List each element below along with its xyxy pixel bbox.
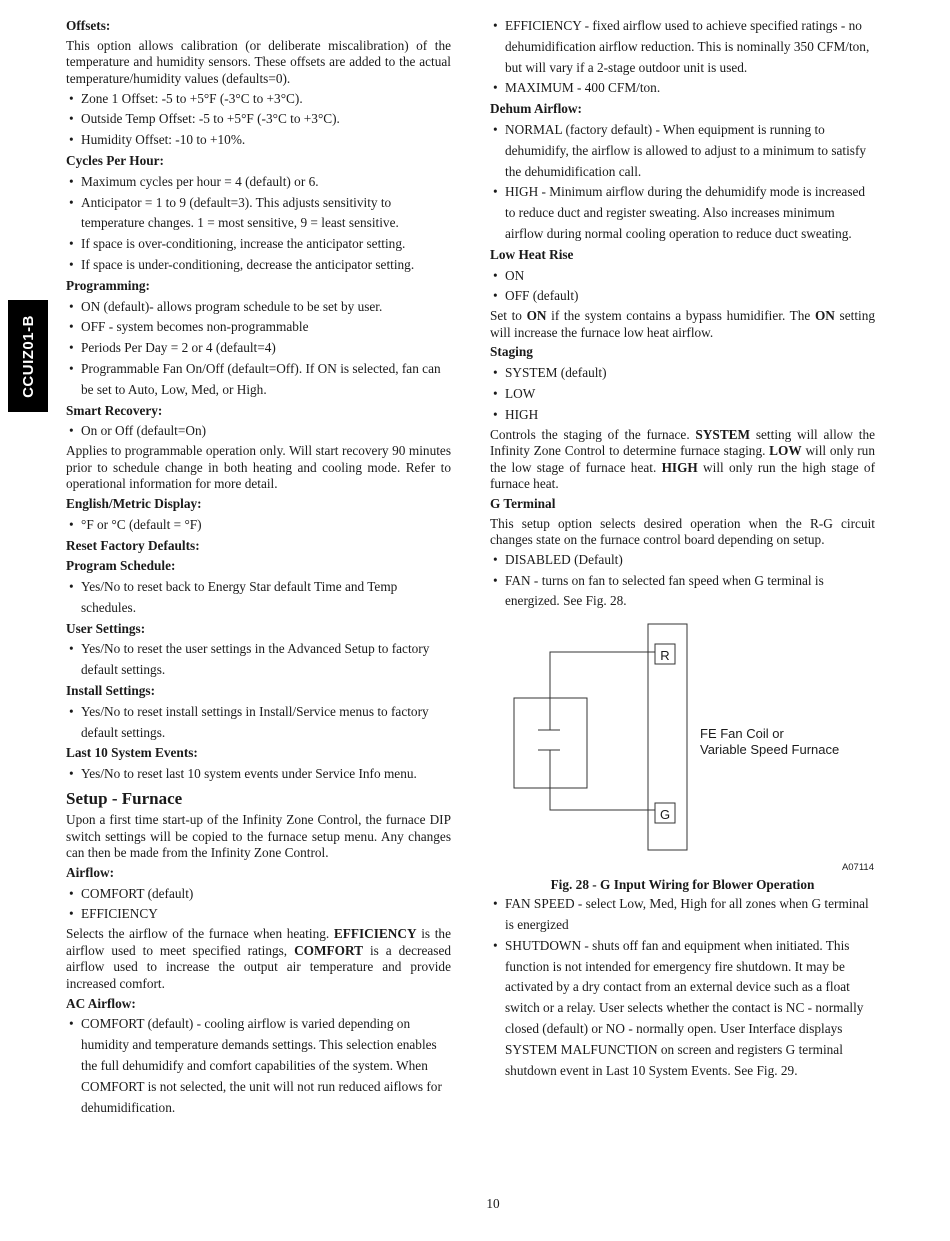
list-item: • Maximum cycles per hour = 4 (default) or 6. [66, 172, 451, 193]
ac-airflow-list-continued [490, 16, 875, 99]
g-wire [550, 750, 655, 810]
install-settings-heading: Install Settings: [66, 683, 156, 699]
smart-recovery-heading: Smart Recovery: [66, 402, 163, 418]
list-item: • LOW [490, 384, 875, 405]
setup-furnace-paragraph: Upon a first time start-up of the Infinity Zone Control, the furnace DIP switch settings will be copied to the furnace setup menu. Any changes can then be made from the Infinity Zone Control. [66, 812, 451, 861]
r-wire [550, 652, 655, 730]
device-label-line1: FE Fan Coil or [700, 726, 784, 742]
list-item: • FAN - turns on fan to selected fan speed when G terminal is energized. See Fig. 28. [490, 571, 875, 613]
system-events-heading: Last 10 System Events: [66, 745, 198, 761]
list-item: • Zone 1 Offset: -5 to +5°F (-3°C to +3°C). [66, 89, 451, 110]
list-item: • SYSTEM (default) [490, 363, 875, 384]
system-events-list [66, 764, 451, 785]
programming-heading: Programming: [66, 277, 150, 293]
figure-caption: Fig. 28 - G Input Wiring for Blower Operation [550, 877, 815, 893]
list-item: • Yes/No to reset last 10 system events under Service Info menu. [66, 764, 451, 785]
list-item: • Yes/No to reset the user settings in the Advanced Setup to factory default settings. [66, 639, 451, 681]
low-heat-rise-paragraph: Set to ON if the system contains a bypass humidifier. The ON setting will increase the furnace low heat airflow. [490, 308, 876, 340]
list-item: • Humidity Offset: -10 to +10%. [66, 130, 451, 151]
terminal-g-label: G [659, 807, 671, 823]
list-item: • DISABLED (Default) [490, 550, 875, 571]
wiring-figure [490, 618, 875, 876]
user-settings-list [66, 639, 451, 681]
offsets-paragraph: This option allows calibration (or deliberate miscalibration) of the temperature and humidity sensors. These offsets are added to the actual temperature/humidity values (defaults=0). [66, 37, 451, 86]
document-id-label: CCUIZ01-B [19, 314, 37, 398]
cycles-heading: Cycles Per Hour: [66, 152, 164, 168]
left-column [66, 16, 451, 1118]
staging-heading: Staging [490, 344, 533, 360]
ac-airflow-list [66, 1014, 451, 1118]
list-item: • EFFICIENCY - fixed airflow used to achieve specified ratings - no dehumidification airflow reduction. This is nominally 350 CFM/ton, but will vary if a 2-stage outdoor unit is used. [490, 16, 875, 78]
dehum-airflow-list [490, 120, 875, 245]
low-heat-rise-heading: Low Heat Rise [490, 246, 574, 262]
list-item: • Outside Temp Offset: -5 to +5°F (-3°C to +3°C). [66, 109, 451, 130]
terminal-r-label: R [660, 648, 670, 664]
staging-paragraph: Controls the staging of the furnace. SYSTEM setting will allow the Infinity Zone Control to determine furnace staging. LOW will only run the low stage of furnace heat. HIGH will only run the high stage of furnace heat. [490, 426, 876, 492]
staging-list [490, 363, 875, 425]
list-item: • EFFICIENCY [66, 904, 451, 925]
list-item: • ON (default)- allows program schedule to be set by user. [66, 297, 451, 318]
g-terminal-options-list [490, 894, 875, 1081]
list-item: • If space is under-conditioning, decrease the anticipator setting. [66, 255, 451, 276]
smart-recovery-paragraph: Applies to programmable operation only. Will start recovery 90 minutes prior to schedule change in both heating and cooling mode. Refer to operational information for more detail. [66, 443, 451, 492]
g-terminal-paragraph: This setup option selects desired operation when the R-G circuit changes state on the furnace control board depending on setup. [490, 515, 875, 548]
wiring-diagram [490, 618, 875, 876]
list-item: • NORMAL (factory default) - When equipment is running to dehumidify, the airflow is allowed to adjust to a minimum to satisfy the dehumidification call. [490, 120, 875, 182]
g-terminal-list [490, 550, 875, 612]
list-item: • Yes/No to reset install settings in Install/Service menus to factory default settings. [66, 702, 451, 744]
list-item: • MAXIMUM - 400 CFM/ton. [490, 78, 875, 99]
list-item: • FAN SPEED - select Low, Med, High for all zones when G terminal is energized [490, 894, 875, 936]
programming-list [66, 297, 451, 401]
list-item: • Anticipator = 1 to 9 (default=3). This adjusts sensitivity to temperature changes. 1 = most sensitive, 9 = least sensitive. [66, 193, 451, 235]
list-item: • SHUTDOWN - shuts off fan and equipment when initiated. This function is not intended for emergency fire shutdown. It may be activated by a dry contact from an external device such as a float switch or a relay. User selects whether the contact is NC - normally closed (default) or NO - normally open. User Interface displays SYSTEM MALFUNCTION on screen and registers G terminal shutdown event in Last 10 System Events. See Fig. 29. [490, 936, 875, 1082]
airflow-list [66, 884, 451, 926]
list-item: • Yes/No to reset back to Energy Star default Time and Temp schedules. [66, 577, 451, 619]
list-item: • ON [490, 266, 875, 287]
list-item: • COMFORT (default) - cooling airflow is varied depending on humidity and temperature demands settings. This selection enables the full dehumidify and comfort capabilities of the system. When COMFORT is not selected, the unit will not run reduced aiflows for dehumidification. [66, 1014, 451, 1118]
list-item: • °F or °C (default = °F) [66, 515, 451, 536]
list-item: • HIGH - Minimum airflow during the dehumidify mode is increased to reduce duct and register sweating. Also increases minimum airflow during normal cooling operation to reduce duct sweating. [490, 182, 875, 244]
page-number: 10 [486, 1196, 500, 1211]
program-schedule-list [66, 577, 451, 619]
cycles-list [66, 172, 451, 276]
device-label-line2: Variable Speed Furnace [700, 742, 840, 758]
airflow-heading: Airflow: [66, 864, 114, 880]
list-item: • If space is over-conditioning, increase the anticipator setting. [66, 234, 451, 255]
airflow-paragraph: Selects the airflow of the furnace when heating. EFFICIENCY is the airflow used to meet specified ratings, COMFORT is a decreased airflow used to increase the output air temperature and provide increased comfort. [66, 926, 452, 992]
install-settings-list [66, 702, 451, 744]
display-heading: English/Metric Display: [66, 495, 202, 511]
figure-code: A07114 [841, 862, 874, 874]
list-item: • HIGH [490, 405, 875, 426]
list-item: • Programmable Fan On/Off (default=Off). If ON is selected, fan can be set to Auto, Low, Med, or High. [66, 359, 451, 401]
smart-recovery-list [66, 421, 451, 442]
low-heat-rise-list [490, 266, 875, 308]
reset-defaults-heading: Reset Factory Defaults: [66, 537, 200, 553]
list-item: • OFF - system becomes non-programmable [66, 317, 451, 338]
user-settings-heading: User Settings: [66, 620, 146, 636]
list-item: • OFF (default) [490, 286, 875, 307]
list-item: • On or Off (default=On) [66, 421, 451, 442]
display-list [66, 515, 451, 536]
g-terminal-heading: G Terminal [490, 495, 556, 511]
offsets-list [66, 89, 451, 151]
setup-furnace-heading: Setup - Furnace [66, 789, 183, 809]
dehum-airflow-heading: Dehum Airflow: [490, 101, 582, 117]
document-id-tab [8, 300, 48, 412]
right-column [490, 16, 875, 1081]
list-item: • COMFORT (default) [66, 884, 451, 905]
list-item: • Periods Per Day = 2 or 4 (default=4) [66, 338, 451, 359]
program-schedule-heading: Program Schedule: [66, 558, 176, 574]
ac-airflow-heading: AC Airflow: [66, 995, 136, 1011]
offsets-heading: Offsets: [66, 18, 111, 33]
